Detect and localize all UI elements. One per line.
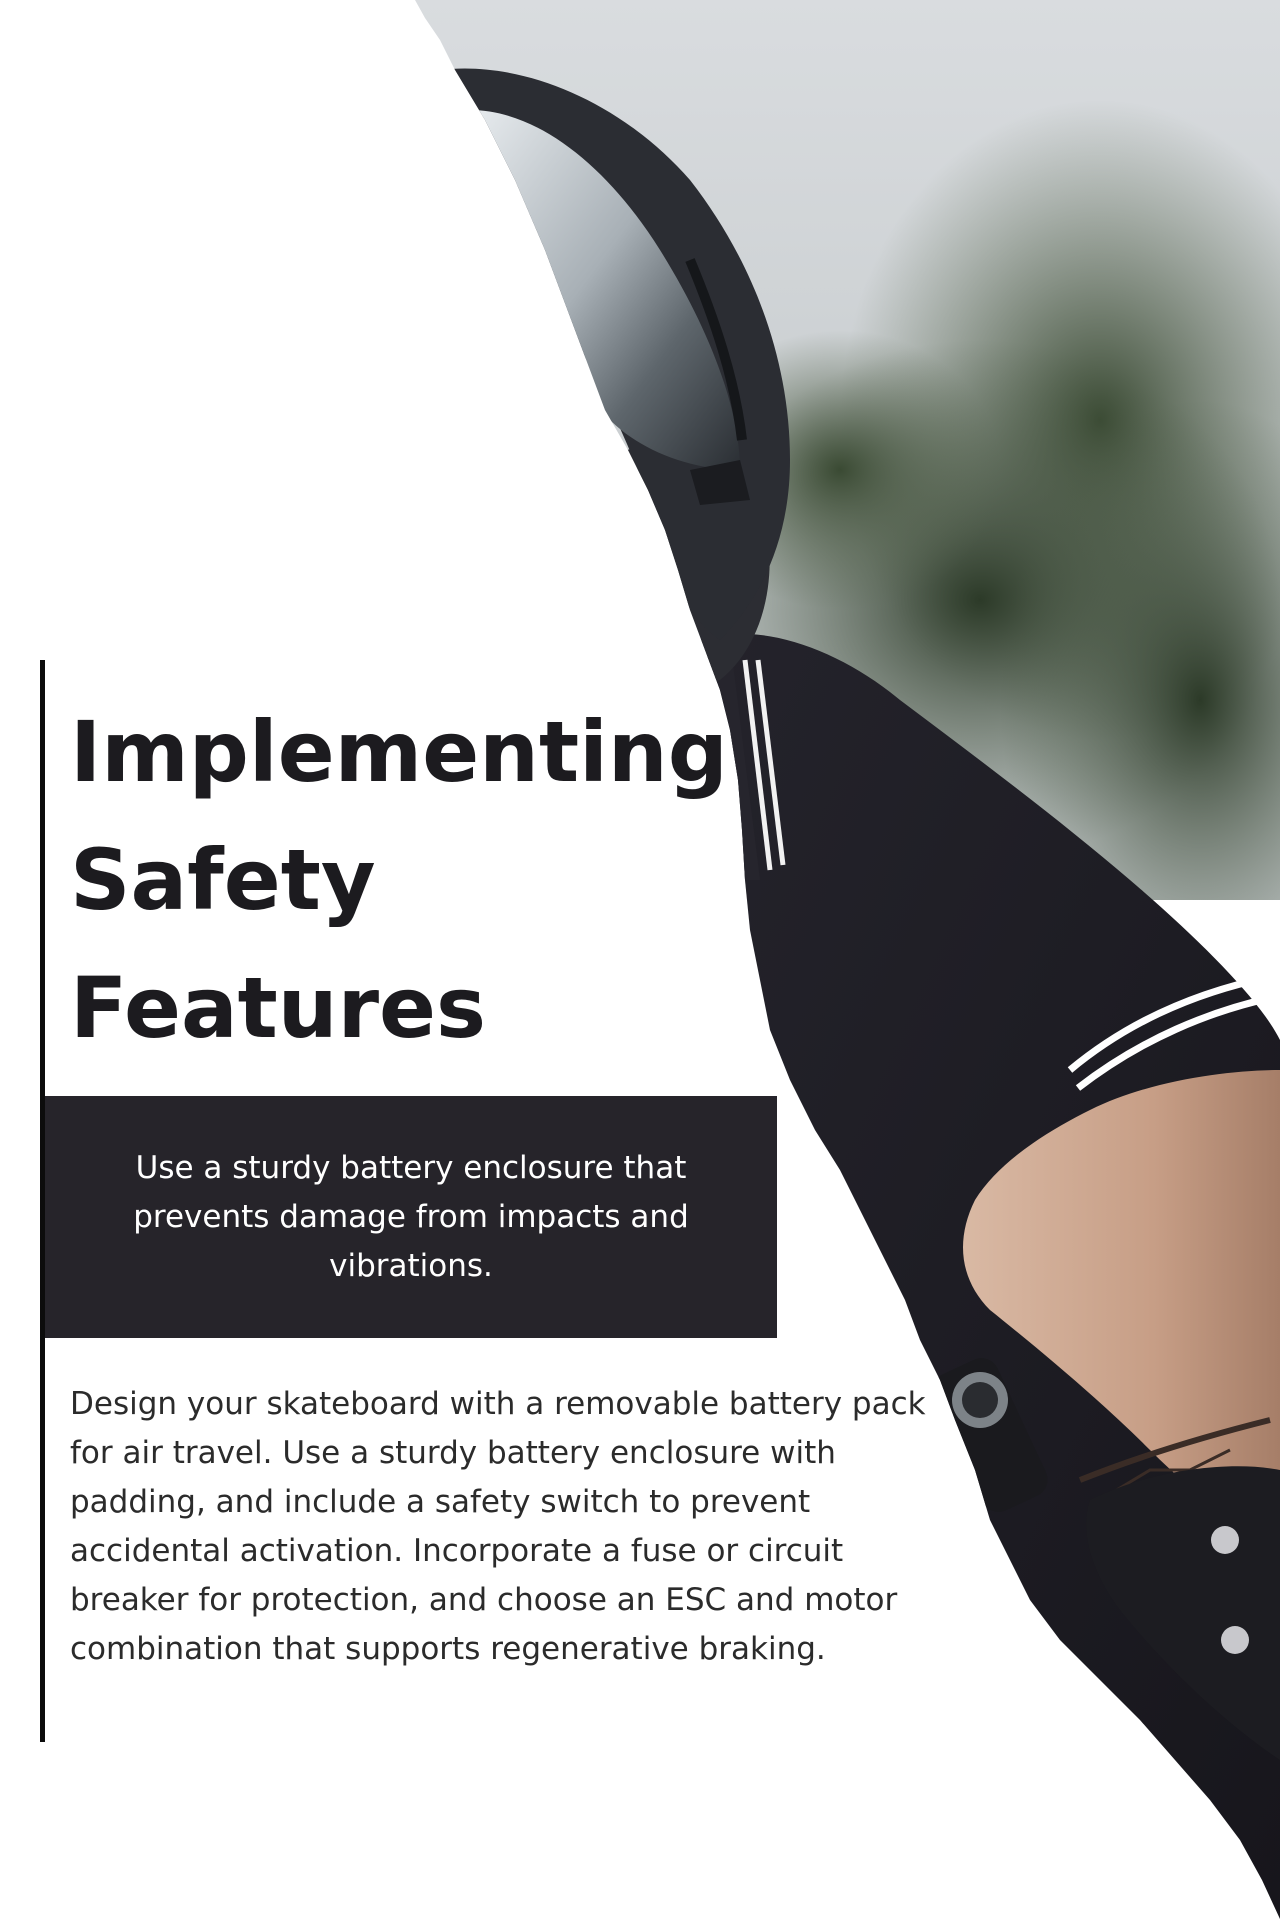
- title-line-1: Implementing: [70, 703, 728, 801]
- title-line-2: Safety: [70, 831, 376, 929]
- page-title: [70, 688, 770, 1072]
- callout-text: Use a sturdy battery enclosure that prevents damage from impacts and vibrations.: [133, 1149, 689, 1284]
- title-line-3: Features: [70, 959, 486, 1057]
- callout-box: [45, 1096, 777, 1338]
- body-paragraph: Design your skateboard with a removable battery pack for air travel. Use a sturdy battery enclosure with padding, and include a safety switch to prevent accidental activation. Incorporate a fuse or circuit breaker for protection, and choose an ESC and motor combination that supports regenerative braking.: [70, 1386, 926, 1667]
